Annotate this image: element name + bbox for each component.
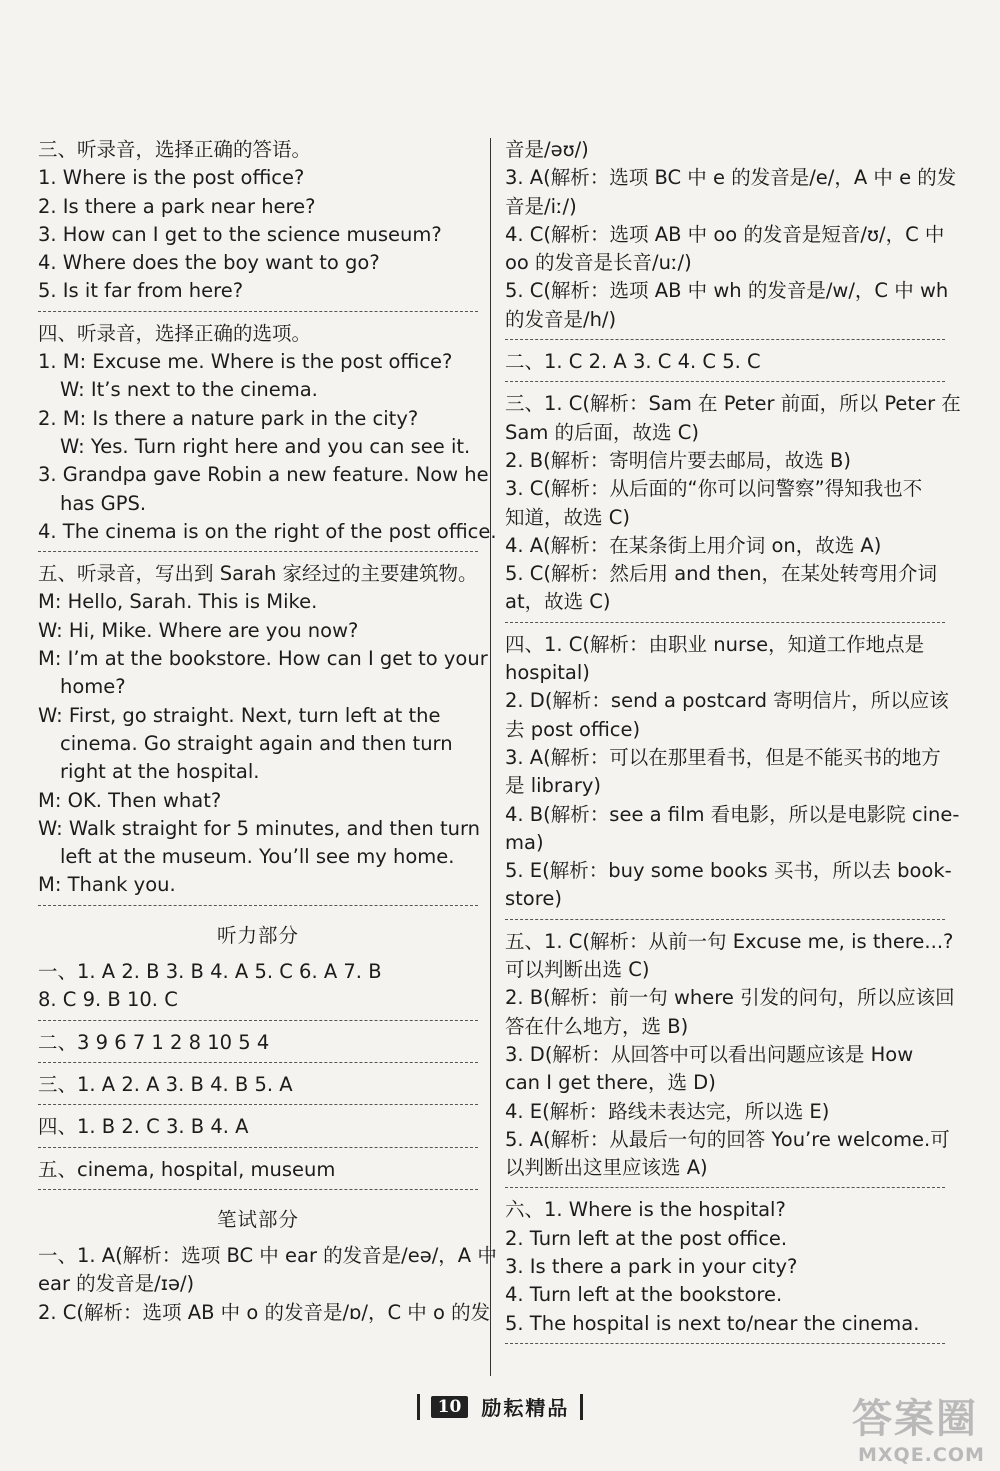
column-divider <box>490 138 491 1376</box>
dashed-divider <box>38 1020 478 1021</box>
answer-line: 3. D(解析：从回答中可以看出问题应该是 How <box>505 1042 914 1066</box>
answer-line: 3. C(解析：从后面的“你可以问警察”得知我也不 <box>505 477 923 501</box>
answer-line: 5. C(解析：选项 AB 中 wh 的发音是/w/，C 中 wh <box>505 279 949 303</box>
dialogue-line: home? <box>60 675 126 699</box>
dialogue-line: M: OK. Then what? <box>38 788 222 812</box>
listening-header: 听力部分 <box>216 923 299 947</box>
dashed-divider <box>505 622 945 623</box>
dialogue-line: M: Thank you. <box>38 873 176 897</box>
dashed-divider <box>505 381 945 382</box>
dashed-divider <box>38 311 478 312</box>
answer-line: Sam 的后面，故选 C) <box>505 420 699 444</box>
dialogue-line: M: Hello, Sarah. This is Mike. <box>38 590 318 614</box>
answer-line: 2. C(解析：选项 AB 中 o 的发音是/ɒ/，C 中 o 的发 <box>38 1300 491 1324</box>
list-item: 3. Grandpa gave Robin a new feature. Now he <box>38 463 489 487</box>
answer-line: 一、1. A(解析：选项 BC 中 ear 的发音是/eə/，A 中 <box>38 1244 497 1268</box>
watermark-url: MXQE.COM <box>858 1444 985 1466</box>
answer-line: store) <box>505 887 562 911</box>
answer-line: 知道，故选 C) <box>505 505 630 529</box>
dashed-divider <box>505 1343 945 1344</box>
answer-line: 2. Turn left at the post office. <box>505 1226 788 1250</box>
dialogue-line: cinema. Go straight again and then turn <box>60 731 453 755</box>
answer-line: 4. Turn left at the bookstore. <box>505 1283 783 1307</box>
watermark-text: 答案圈 <box>852 1396 978 1442</box>
answer-line: hospital) <box>505 661 590 685</box>
dialogue-line: W: First, go straight. Next, turn left at the <box>38 703 441 727</box>
answer-line: 4. A(解析：在某条街上用介词 on，故选 A) <box>505 533 882 557</box>
answer-line: at，故选 C) <box>505 590 611 614</box>
answer-line: 2. B(解析：寄明信片要去邮局，故选 B) <box>505 448 851 472</box>
answer-line: 四、1. C(解析：由职业 nurse，知道工作地点是 <box>505 632 925 656</box>
answer-line: 五、1. C(解析：从前一句 Excuse me, is there...? <box>505 929 954 953</box>
page-footer <box>0 1392 1000 1421</box>
list-item: 3. How can I get to the science museum? <box>38 222 442 246</box>
answer-line: 二、1. C 2. A 3. C 4. C 5. C <box>505 350 761 374</box>
brand-name: 励耘精品 <box>481 1396 570 1420</box>
answer-line: 六、1. Where is the hospital? <box>505 1198 786 1222</box>
list-item: 5. Is it far from here? <box>38 279 244 303</box>
dialogue-line: left at the museum. You’ll see my home. <box>60 845 455 869</box>
list-item: 2. Is there a park near here? <box>38 194 316 218</box>
answer-line: 以判断出这里应该选 A) <box>505 1156 708 1180</box>
dashed-divider <box>38 1147 478 1148</box>
dialogue-line: M: I’m at the bookstore. How can I get to your <box>38 647 488 671</box>
section-title: 四、听录音，选择正确的选项。 <box>38 321 312 345</box>
answer-line: 4. E(解析：路线未表达完，所以选 E) <box>505 1099 830 1123</box>
answer-line: 5. A(解析：从最后一句的回答 You’re welcome.可 <box>505 1127 950 1151</box>
answer-line: 2. D(解析：send a postcard 寄明信片，所以应该 <box>505 689 949 713</box>
right-column <box>505 136 961 1352</box>
watermark-logo <box>852 1387 985 1466</box>
answer-line: 的发音是/h/) <box>505 307 617 331</box>
dashed-divider <box>505 339 945 340</box>
list-item: 2. M: Is there a nature park in the city? <box>38 406 419 430</box>
answer-line: 三、1. A 2. A 3. B 4. B 5. A <box>38 1072 293 1096</box>
section-title: 五、听录音，写出到 Sarah 家经过的主要建筑物。 <box>38 562 478 586</box>
answer-line: 答在什么地方，选 B) <box>505 1014 689 1038</box>
answer-line: oo 的发音是长音/uː/) <box>505 251 692 275</box>
answer-line: 是 library) <box>505 774 602 798</box>
dialogue-line: right at the hospital. <box>60 760 260 784</box>
dashed-divider <box>38 905 478 906</box>
answer-line: 2. B(解析：前一句 where 引发的问句，所以应该回 <box>505 986 955 1010</box>
answer-line: 三、1. C(解析：Sam 在 Peter 前面，所以 Peter 在 <box>505 392 961 416</box>
answer-line: 3. A(解析：选项 BC 中 e 的发音是/e/，A 中 e 的发 <box>505 166 957 190</box>
left-column <box>38 136 497 1327</box>
dialogue-line: W: Hi, Mike. Where are you now? <box>38 618 359 642</box>
answer-line: 3. Is there a park in your city? <box>505 1254 798 1278</box>
footer-bar-right <box>580 1394 583 1420</box>
answer-line: can I get there，选 D) <box>505 1071 716 1095</box>
answer-line: 4. C(解析：选项 AB 中 oo 的发音是短音/ʊ/，C 中 <box>505 222 945 246</box>
footer-bar-left <box>417 1394 420 1420</box>
section-title: 三、听录音，选择正确的答语。 <box>38 138 312 161</box>
dashed-divider <box>505 919 945 920</box>
dashed-divider <box>38 551 478 552</box>
answer-line: 5. E(解析：buy some books 买书，所以去 book- <box>505 859 952 883</box>
answer-line: 一、1. A 2. B 3. B 4. A 5. C 6. A 7. B <box>38 960 382 984</box>
list-item: W: Yes. Turn right here and you can see it. <box>60 434 471 458</box>
answer-line: 可以判断出选 C) <box>505 958 650 982</box>
answer-line: 音是/iː/) <box>505 194 577 218</box>
dashed-divider <box>505 1187 945 1188</box>
answer-line: 8. C 9. B 10. C <box>38 988 178 1012</box>
answer-line: 去 post office) <box>505 717 641 741</box>
dashed-divider <box>38 1104 478 1105</box>
dashed-divider <box>38 1062 478 1063</box>
list-item: 4. The cinema is on the right of the post office. <box>38 519 497 543</box>
dialogue-line: W: Walk straight for 5 minutes, and then turn <box>38 816 480 840</box>
list-item: 4. Where does the boy want to go? <box>38 251 380 275</box>
answer-line: ear 的发音是/ɪə/) <box>38 1272 195 1296</box>
answer-line: 四、1. B 2. C 3. B 4. A <box>38 1115 249 1139</box>
answer-line: 5. C(解析：然后用 and then，在某处转弯用介词 <box>505 562 937 586</box>
list-item: 1. Where is the post office? <box>38 166 305 190</box>
answer-line: 五、cinema, hospital, museum <box>38 1157 336 1181</box>
list-item: W: It’s next to the cinema. <box>60 378 318 402</box>
answer-line: 音是/əʊ/) <box>505 138 589 161</box>
list-item: has GPS. <box>60 491 147 515</box>
list-item: 1. M: Excuse me. Where is the post office? <box>38 350 453 374</box>
answer-line: 二、3 9 6 7 1 2 8 10 5 4 <box>38 1030 270 1054</box>
dashed-divider <box>38 1189 478 1190</box>
writing-header: 笔试部分 <box>216 1207 299 1231</box>
answer-line: ma) <box>505 830 544 854</box>
answer-line: 5. The hospital is next to/near the cinema. <box>505 1311 920 1335</box>
page-number: 10 <box>431 1396 469 1418</box>
answer-line: 4. B(解析：see a film 看电影，所以是电影院 cine- <box>505 802 960 826</box>
answer-line: 3. A(解析：可以在那里看书，但是不能买书的地方 <box>505 745 941 769</box>
